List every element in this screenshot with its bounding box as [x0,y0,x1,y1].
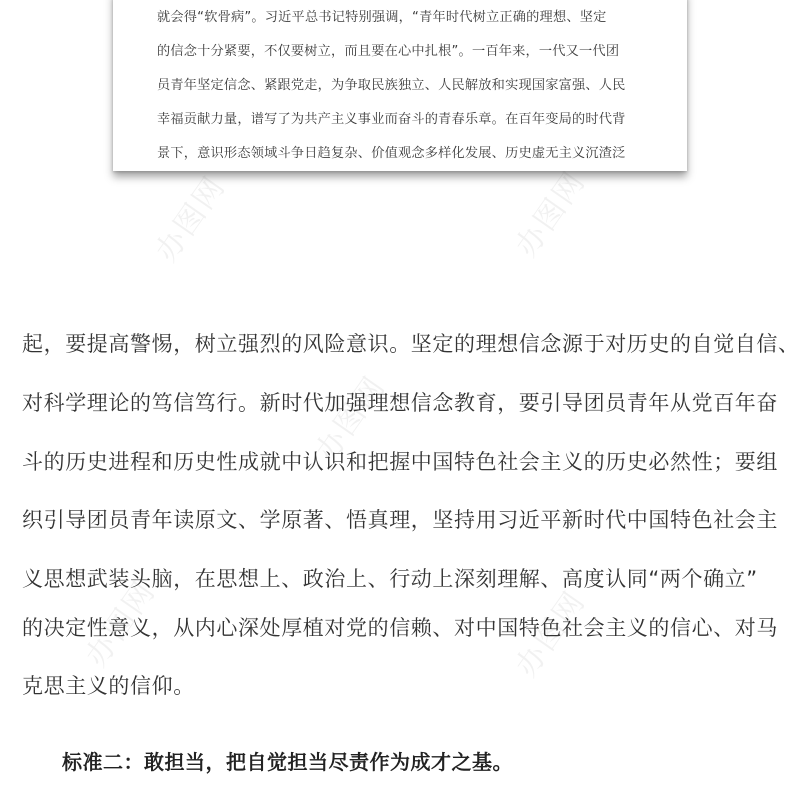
card-line-2: 的信念十分紧要，不仅要树立，而且要在心中扎根”。一百年来，一代又一代团 [157,44,620,59]
card-line-4: 幸福贡献力量，谱写了为共产主义事业而奋斗的青春乐章。在百年变局的时代背 [157,112,626,127]
body-line-2: 对科学理论的笃信笃行。新时代加强理想信念教育，要引导团员青年从党百年奋 [22,391,778,415]
watermark-5: 办图网 [509,584,593,684]
body-line-4: 织引导团员青年读原文、学原著、悟真理，坚持用习近平新时代中国特色社会主 [22,508,778,532]
watermark-4: 办图网 [79,574,163,674]
body-line-6: 的决定性意义，从内心深处厚植对党的信赖、对中国特色社会主义的信心、对马 [22,616,778,640]
section-heading: 标准二：敢担当，把自觉担当尽责作为成才之基。 [62,750,513,774]
card-line-1: 就会得“软骨病”。习近平总书记特别强调，“青年时代树立正确的理想、坚定 [157,10,607,25]
card-line-5: 景下，意识形态领域斗争日趋复杂、价值观念多样化发展、历史虚无主义沉渣泛 [157,146,626,161]
body-line-3: 斗的历史进程和历史性成就中认识和把握中国特色社会主义的历史必然性；要组 [22,450,778,474]
body-line-5: 义思想武装头脑，在思想上、政治上、行动上深刻理解、高度认同“两个确立” [22,567,758,591]
excerpt-card [113,0,687,171]
body-line-1: 起，要提高警惕，树立强烈的风险意识。坚定的理想信念源于对历史的自觉自信、 [22,332,800,356]
watermark-1: 办图网 [149,169,233,269]
card-line-3: 员青年坚定信念、紧跟党走，为争取民族独立、人民解放和实现国家富强、人民 [157,78,626,93]
body-line-7: 克思主义的信仰。 [22,674,195,698]
watermark-2: 办图网 [509,164,593,264]
watermark-3: 办图网 [309,369,393,469]
